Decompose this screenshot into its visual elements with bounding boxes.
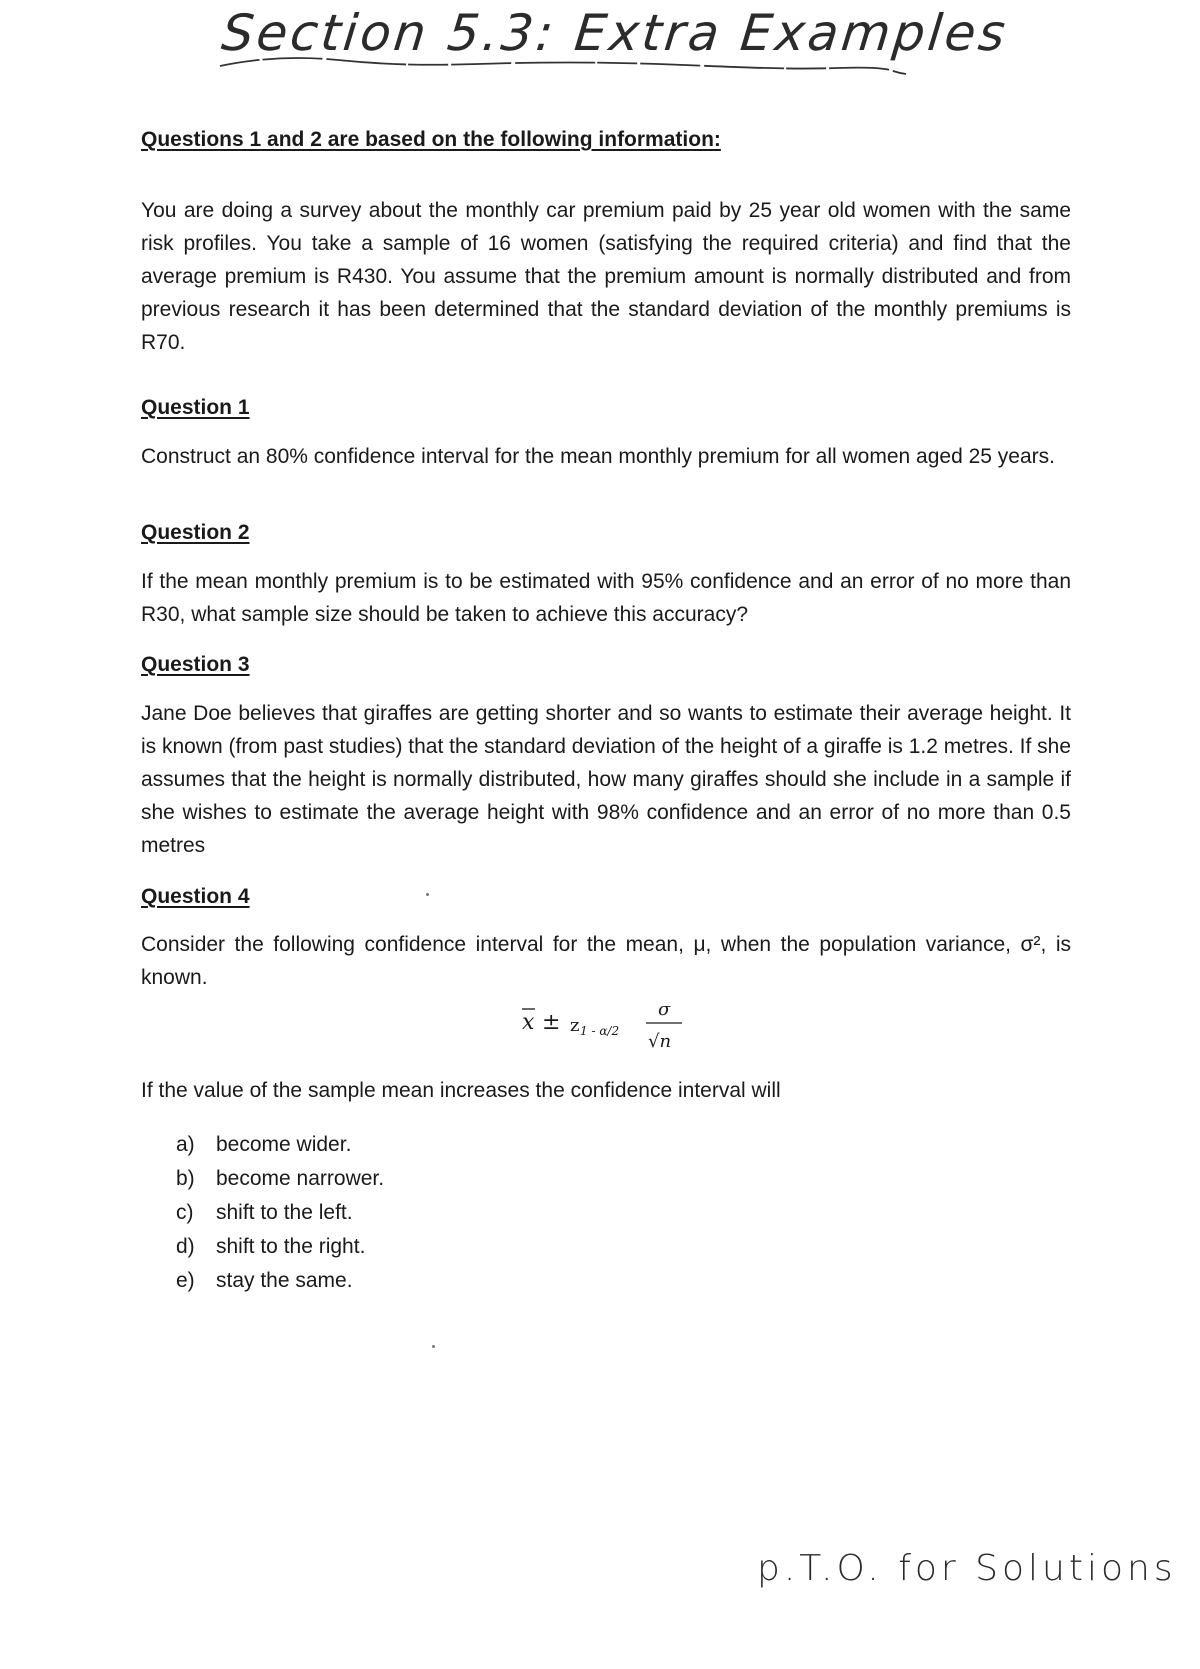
option-d bbox=[176, 1230, 384, 1264]
option-letter: d) bbox=[176, 1235, 195, 1258]
option-text: shift to the left. bbox=[216, 1201, 353, 1224]
option-c bbox=[176, 1196, 384, 1230]
formula-numerator: σ bbox=[658, 999, 671, 1020]
question-1-heading: Question 1 bbox=[141, 396, 250, 419]
confidence-interval-formula bbox=[520, 995, 700, 1065]
option-text: shift to the right. bbox=[216, 1235, 366, 1258]
formula-z: z bbox=[570, 1015, 580, 1036]
formula-plusminus: ± bbox=[542, 1010, 561, 1035]
page-title: Section 5.3: Extra Examples bbox=[218, 4, 1011, 62]
scan-speck bbox=[426, 893, 429, 896]
question-2-heading: Question 2 bbox=[141, 521, 250, 544]
option-letter: b) bbox=[176, 1167, 195, 1190]
question-4-prompt: If the value of the sample mean increases the confidence interval will bbox=[141, 1079, 781, 1102]
intro-heading: Questions 1 and 2 are based on the following information: bbox=[141, 128, 721, 151]
intro-paragraph: You are doing a survey about the monthly car premium paid by 25 year old women with the same risk profiles. You take a sample of 16 women (satisfying the required criteria) and find that the average premium is R430. You assume that the premium amount is normally distributed and from previous research it has been determined that the standard deviation of the monthly premiums is R70. bbox=[141, 199, 1071, 354]
question-3-text: Jane Doe believes that giraffes are getting shorter and so wants to estimate their average height. It is known (from past studies) that the standard deviation of the height of a giraffe is 1.2 metres. If she assumes that the height is normally distributed, how many giraffes should she include in a sample if she wishes to estimate the average height with 98% confidence and an error of no more than 0.5 metres bbox=[141, 702, 1071, 857]
formula-denominator: √n bbox=[648, 1031, 672, 1052]
option-e bbox=[176, 1264, 384, 1298]
formula-z-subscript: 1 - α/2 bbox=[580, 1024, 620, 1038]
option-letter: e) bbox=[176, 1269, 195, 1292]
option-letter: c) bbox=[176, 1201, 194, 1224]
question-1-text: Construct an 80% confidence interval for the mean monthly premium for all women aged 25 years. bbox=[141, 445, 1055, 468]
footer-note: p.T.O. for Solutions bbox=[757, 1548, 1177, 1589]
option-text: become narrower. bbox=[216, 1167, 385, 1190]
option-letter: a) bbox=[176, 1133, 195, 1156]
question-4-text: Consider the following confidence interval for the mean, μ, when the population variance, σ², is known. bbox=[141, 933, 1071, 989]
answer-options bbox=[176, 1128, 384, 1298]
question-3-heading: Question 3 bbox=[141, 653, 250, 676]
scan-speck bbox=[432, 1345, 435, 1348]
formula-xbar: x bbox=[522, 1010, 535, 1035]
question-4-heading: Question 4 bbox=[141, 885, 250, 908]
option-a bbox=[176, 1128, 384, 1162]
option-text: become wider. bbox=[216, 1133, 352, 1156]
title-underline bbox=[218, 52, 908, 82]
option-text: stay the same. bbox=[216, 1269, 353, 1292]
question-2-text: If the mean monthly premium is to be estimated with 95% confidence and an error of no more than R30, what sample size should be taken to achieve this accuracy? bbox=[141, 570, 1071, 626]
option-b bbox=[176, 1162, 384, 1196]
